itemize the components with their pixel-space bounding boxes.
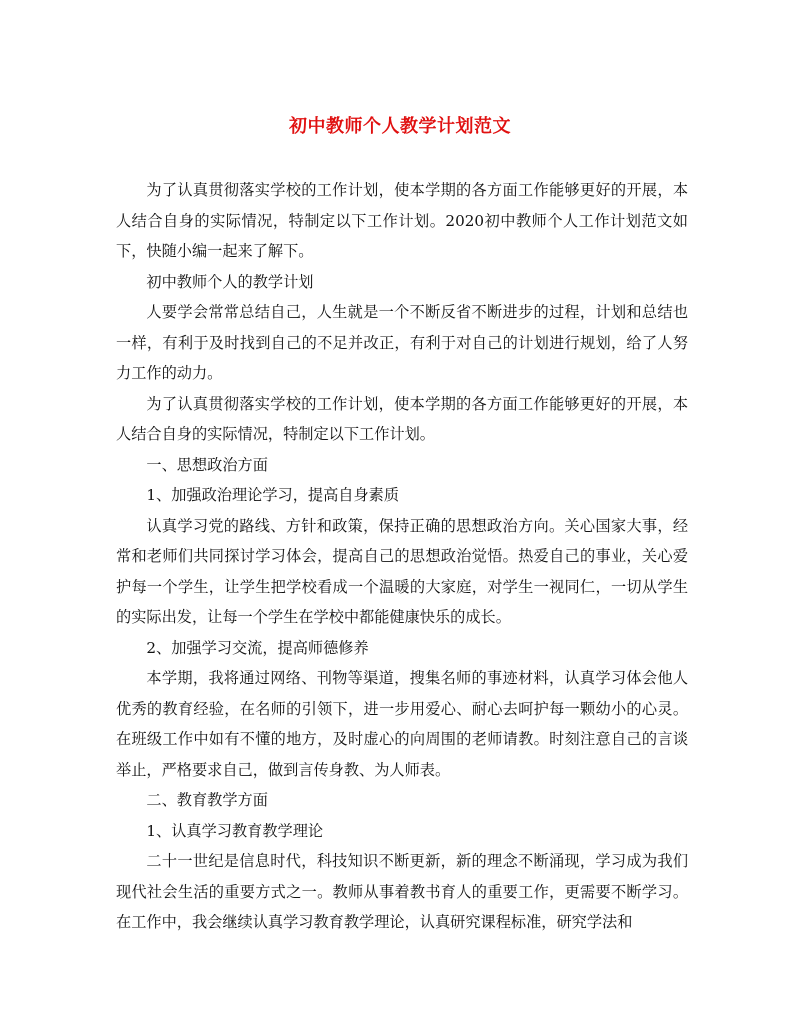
paragraph: 本学期，我将通过网络、刊物等渠道，搜集名师的事迹材料，认真学习体会他人优秀的教育经验，在名师的引领下，进一步用爱心、耐心去呵护每一颗幼小的心灵。在班级工作中如有不懂的地方，及时虚心的向周围的老师请教。时刻注意自己的言谈举止，严格要求自己，做到言传身教、为人师表。	[116, 669, 688, 779]
paragraph: 人要学会常常总结自己，人生就是一个不断反省不断进步的过程，计划和总结也一样，有利于及时找到自己的不足并改正，有利于对自己的计划进行规划，给了人努力工作的动力。	[116, 303, 688, 382]
section-heading: 二、教育教学方面	[146, 791, 268, 809]
section-heading: 初中教师个人的教学计划	[146, 272, 314, 291]
paragraph: 二十一世纪是信息时代，科技知识不断更新，新的理念不断涌现，学习成为我们现代社会生活的重要方式之一。教师从事着教书育人的重要工作，更需要不断学习。在工作中，我会继续认真学习教育教学理论，认真研究课程标准，研究学法和	[116, 852, 688, 931]
paragraph: 为了认真贯彻落实学校的工作计划，使本学期的各方面工作能够更好的开展，本人结合自身的实际情况，特制定以下工作计划。	[116, 394, 688, 443]
paragraph: 为了认真贯彻落实学校的工作计划，使本学期的各方面工作能够更好的开展，本人结合自身的实际情况，特制定以下工作计划。2020初中教师个人工作计划范文如下，快随小编一起来了解下。	[116, 181, 688, 260]
paragraph: 认真学习党的路线、方针和政策，保持正确的思想政治方向。关心国家大事，经常和老师们共同探讨学习体会，提高自己的思想政治觉悟。热爱自己的事业，关心爱护每一个学生，让学生把学校看成一个温暖的大家庭，对学生一视同仁，一切从学生的实际出发，让每一个学生在学校中都能健康快乐的成长。	[116, 516, 688, 626]
page-title: 初中教师个人教学计划范文	[289, 116, 511, 137]
section-heading: 一、思想政治方面	[146, 455, 268, 474]
subsection-heading: 1、加强政治理论学习，提高自身素质	[146, 486, 400, 504]
subsection-heading: 2、加强学习交流，提高师德修养	[146, 638, 369, 657]
document-body	[116, 175, 688, 938]
subsection-heading: 1、认真学习教育教学理论	[146, 821, 324, 840]
